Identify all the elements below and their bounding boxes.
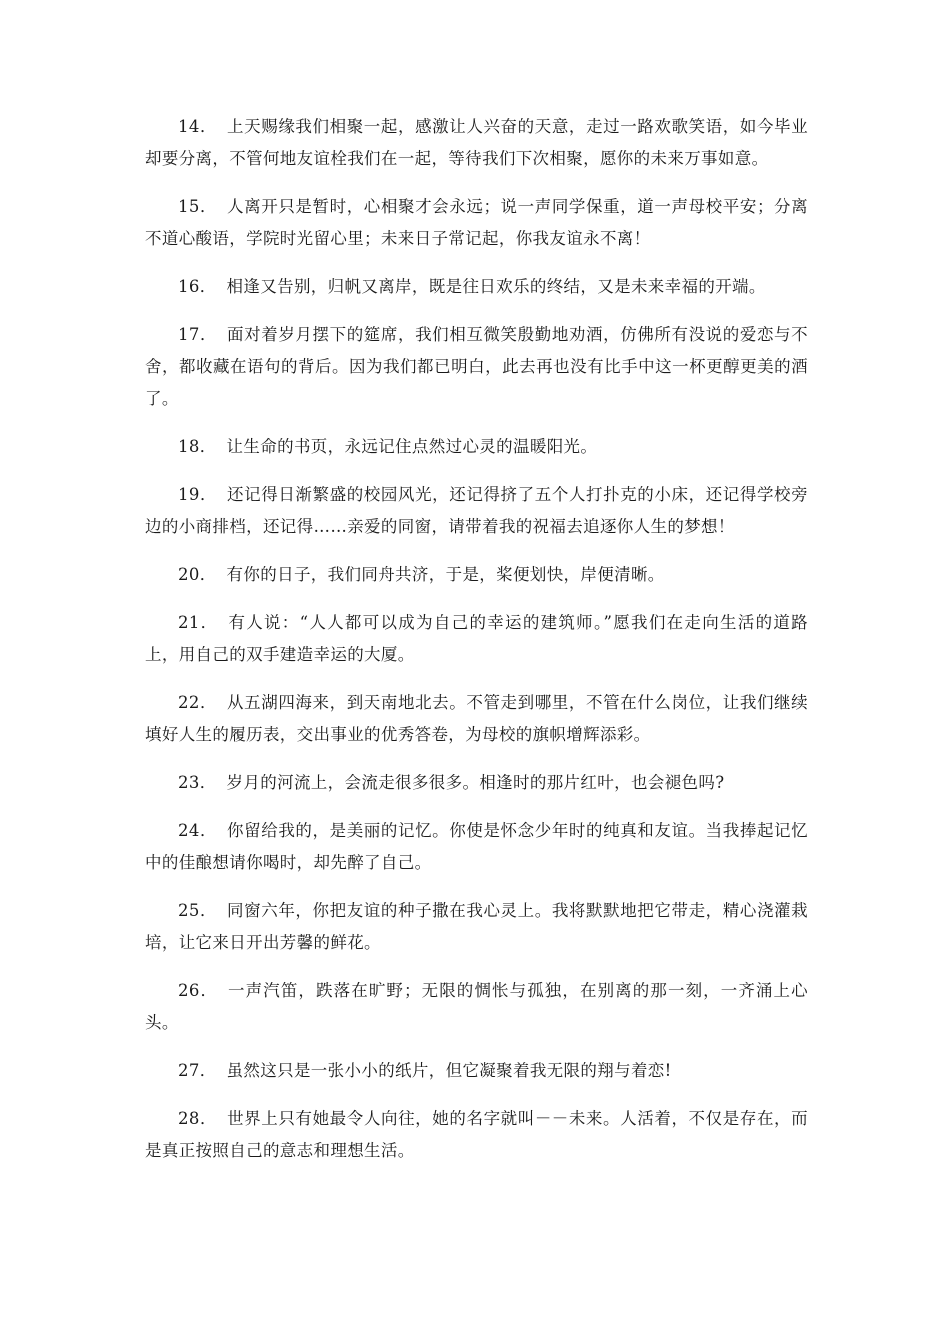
item-text: 有你的日子，我们同舟共济，于是，桨便划快，岸便清晰。: [226, 565, 665, 584]
paragraph-26: [145, 975, 808, 1039]
item-text: 一声汽笛，跌落在旷野；无限的惆怅与孤独，在别离的那一刻，一齐涌上心头。: [145, 981, 808, 1032]
paragraph-20: [145, 559, 808, 591]
paragraph-18: [145, 431, 808, 463]
item-number: 28．: [178, 1109, 218, 1128]
item-number: 17．: [178, 325, 218, 344]
item-text: 上天赐缘我们相聚一起，感激让人兴奋的天意，走过一路欢歌笑语，如今毕业却要分离，不管何地友谊栓我们在一起，等待我们下次相聚，愿你的未来万事如意。: [145, 117, 809, 168]
paragraph-15: [145, 191, 808, 255]
item-number: 23．: [178, 773, 217, 792]
item-text: 世界上只有她最令人向往，她的名字就叫－－未来。人活着，不仅是存在，而是真正按照自己的意志和理想生活。: [145, 1109, 809, 1160]
item-number: 27．: [178, 1061, 217, 1080]
item-number: 19．: [178, 485, 218, 504]
item-number: 18．: [178, 437, 217, 456]
item-text: 虽然这只是一张小小的纸片，但它凝聚着我无限的翔与着恋!: [226, 1061, 672, 1080]
item-text: 有人说：“人人都可以成为自己的幸运的建筑师。”愿我们在走向生活的道路上，用自己的双手建造幸运的大厦。: [145, 613, 808, 664]
item-text: 让生命的书页，永远记住点然过心灵的温暖阳光。: [226, 437, 598, 456]
item-text: 面对着岁月摆下的筵席，我们相互微笑殷勤地劝酒，仿佛所有没说的爱恋与不舍，都收藏在语句的背后。因为我们都已明白，此去再也没有比手中这一杯更醇更美的酒了。: [145, 325, 809, 408]
item-number: 21．: [178, 613, 219, 632]
item-number: 16．: [178, 277, 217, 296]
item-number: 14．: [178, 117, 218, 136]
item-text: 相逢又告别，归帆又离岸，既是往日欢乐的终结，又是未来幸福的开端。: [226, 277, 766, 296]
paragraph-25: [145, 895, 808, 959]
item-number: 22．: [178, 693, 218, 712]
item-text: 还记得日渐繁盛的校园风光，还记得挤了五个人打扑克的小床，还记得学校旁边的小商排档，还记得……亲爱的同窗，请带着我的祝福去追逐你人生的梦想！: [145, 485, 809, 536]
item-text: 岁月的河流上，会流走很多很多。相逢时的那片红叶，也会褪色吗?: [226, 773, 725, 792]
item-number: 15．: [178, 197, 218, 216]
item-number: 20．: [178, 565, 217, 584]
paragraph-16: [145, 271, 808, 303]
paragraph-22: [145, 687, 808, 751]
paragraph-19: [145, 479, 808, 543]
paragraph-21: [145, 607, 808, 671]
item-number: 25．: [178, 901, 218, 920]
item-text: 人离开只是暂时，心相聚才会永远；说一声同学保重，道一声母校平安；分离不道心酸语，学院时光留心里；未来日子常记起，你我友谊永不离！: [145, 197, 809, 248]
paragraph-28: [145, 1103, 808, 1167]
paragraph-24: [145, 815, 808, 879]
item-text: 同窗六年，你把友谊的种子撒在我心灵上。我将默默地把它带走，精心浇灌栽培，让它来日开出芳馨的鲜花。: [145, 901, 809, 952]
paragraph-23: [145, 767, 808, 799]
item-number: 24．: [178, 821, 218, 840]
paragraph-17: [145, 319, 808, 415]
item-text: 从五湖四海来，到天南地北去。不管走到哪里，不管在什么岗位，让我们继续填好人生的履历表，交出事业的优秀答卷，为母校的旗帜增辉添彩。: [145, 693, 809, 744]
paragraph-14: [145, 111, 808, 175]
item-text: 你留给我的，是美丽的记忆。你使是怀念少年时的纯真和友谊。当我捧起记忆中的佳酿想请你喝时，却先醉了自己。: [145, 821, 809, 872]
paragraph-27: [145, 1055, 808, 1087]
item-number: 26．: [178, 981, 219, 1000]
